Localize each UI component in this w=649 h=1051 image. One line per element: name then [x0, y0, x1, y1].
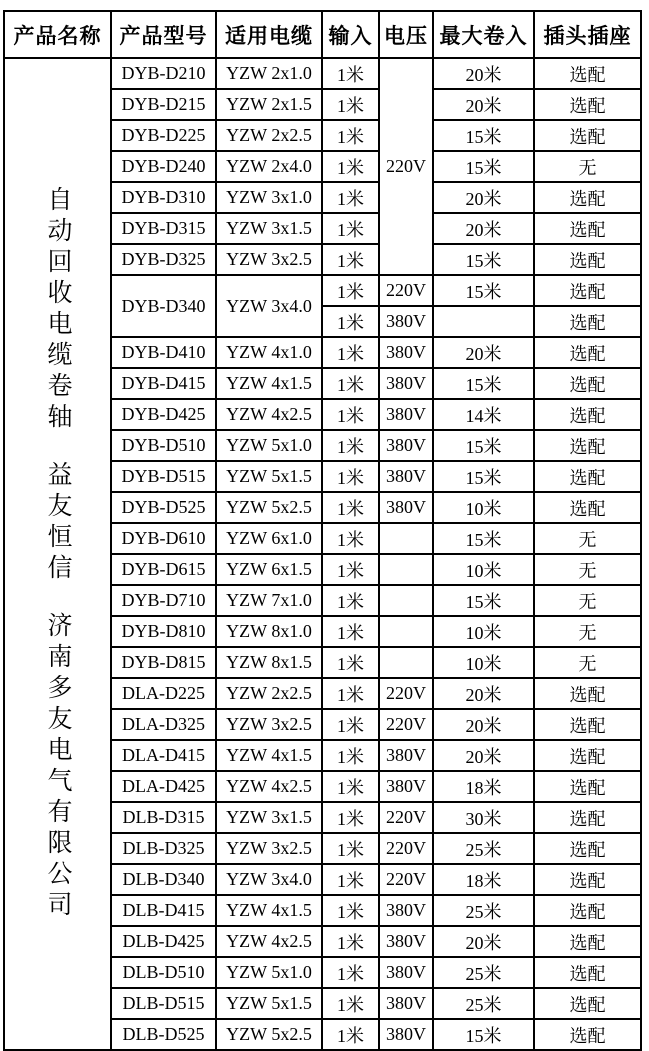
table-cell: 20米	[433, 926, 534, 957]
table-cell: 选配	[534, 89, 641, 120]
table-cell: DLB-D315	[111, 802, 216, 833]
product-name-text: 济南多友电气有限公司	[44, 612, 71, 922]
table-cell: 25米	[433, 988, 534, 1019]
table-cell: YZW 8x1.0	[216, 616, 322, 647]
col-header-voltage: 电压	[379, 11, 433, 58]
table-cell: 25米	[433, 957, 534, 988]
table-header	[4, 11, 641, 58]
table-cell: YZW 6x1.5	[216, 554, 322, 585]
table-cell: DLB-D340	[111, 864, 216, 895]
table-cell: 380V	[379, 740, 433, 771]
table-cell: YZW 3x1.0	[216, 182, 322, 213]
table-cell: 15米	[433, 523, 534, 554]
table-cell: 15米	[433, 430, 534, 461]
table-cell: 选配	[534, 895, 641, 926]
table-cell: 1米	[322, 275, 379, 306]
table-cell: DYB-D410	[111, 337, 216, 368]
table-cell: 选配	[534, 275, 641, 306]
table-cell: 选配	[534, 957, 641, 988]
table-cell: DYB-D815	[111, 647, 216, 678]
table-cell: 选配	[534, 58, 641, 89]
table-cell: 选配	[534, 802, 641, 833]
table-cell: YZW 6x1.0	[216, 523, 322, 554]
table-cell: 220V	[379, 833, 433, 864]
table-cell: 15米	[433, 120, 534, 151]
table-cell: 无	[534, 647, 641, 678]
table-cell: DYB-D215	[111, 89, 216, 120]
table-cell: 无	[534, 585, 641, 616]
product-spec-table	[3, 10, 642, 1051]
table-cell: 220V	[379, 802, 433, 833]
table-cell	[379, 523, 433, 554]
table-cell: 380V	[379, 1019, 433, 1050]
product-name-cell	[4, 58, 111, 1050]
table-cell: YZW 5x1.0	[216, 430, 322, 461]
table-cell	[379, 585, 433, 616]
table-cell: YZW 2x2.5	[216, 678, 322, 709]
table-cell: YZW 2x1.5	[216, 89, 322, 120]
table-cell: 1米	[322, 523, 379, 554]
table-cell: 15米	[433, 1019, 534, 1050]
table-cell: YZW 8x1.5	[216, 647, 322, 678]
table-cell: 1米	[322, 368, 379, 399]
table-cell: DYB-D425	[111, 399, 216, 430]
table-cell: 20米	[433, 58, 534, 89]
table-cell: 选配	[534, 182, 641, 213]
table-cell: DLB-D525	[111, 1019, 216, 1050]
table-cell: DYB-D315	[111, 213, 216, 244]
table-cell: YZW 5x1.5	[216, 461, 322, 492]
table-cell: 1米	[322, 461, 379, 492]
table-cell: 380V	[379, 926, 433, 957]
table-cell: 15米	[433, 461, 534, 492]
table-cell: 15米	[433, 368, 534, 399]
col-header-cable: 适用电缆	[216, 11, 322, 58]
table-cell: DYB-D340	[111, 275, 216, 337]
table-cell: DLB-D425	[111, 926, 216, 957]
table-cell: 选配	[534, 864, 641, 895]
table-cell: 无	[534, 554, 641, 585]
table-cell: 1米	[322, 213, 379, 244]
table-row	[4, 58, 641, 89]
table-cell: DYB-D325	[111, 244, 216, 275]
table-cell: DLA-D225	[111, 678, 216, 709]
table-cell: YZW 3x1.5	[216, 802, 322, 833]
table-cell: 选配	[534, 771, 641, 802]
table-cell: 选配	[534, 430, 641, 461]
table-cell: 1米	[322, 740, 379, 771]
table-cell	[379, 616, 433, 647]
table-cell: 选配	[534, 1019, 641, 1050]
col-header-model: 产品型号	[111, 11, 216, 58]
table-cell: 380V	[379, 988, 433, 1019]
table-cell: DLB-D515	[111, 988, 216, 1019]
table-cell: 14米	[433, 399, 534, 430]
table-cell: DYB-D415	[111, 368, 216, 399]
table-cell: 1米	[322, 1019, 379, 1050]
table-cell: 220V	[379, 864, 433, 895]
table-cell: 1米	[322, 864, 379, 895]
table-cell: 1米	[322, 89, 379, 120]
table-cell: YZW 4x2.5	[216, 926, 322, 957]
table-cell: 380V	[379, 461, 433, 492]
table-cell: 220V	[379, 275, 433, 306]
col-header-input: 输入	[322, 11, 379, 58]
product-name-text: 益友恒信	[44, 461, 71, 585]
table-cell: 15米	[433, 585, 534, 616]
table-cell: 20米	[433, 678, 534, 709]
table-cell: DLB-D510	[111, 957, 216, 988]
header-row	[4, 11, 641, 58]
table-cell: YZW 3x4.0	[216, 275, 322, 337]
table-cell: 1米	[322, 926, 379, 957]
table-cell: DYB-D810	[111, 616, 216, 647]
table-cell: 1米	[322, 833, 379, 864]
table-cell: 无	[534, 523, 641, 554]
table-cell: DLB-D415	[111, 895, 216, 926]
table-cell: 15米	[433, 275, 534, 306]
table-cell: 选配	[534, 337, 641, 368]
table-cell: 选配	[534, 926, 641, 957]
table-cell: 25米	[433, 833, 534, 864]
table-cell: 20米	[433, 337, 534, 368]
table-cell: YZW 5x2.5	[216, 492, 322, 523]
table-cell: 无	[534, 616, 641, 647]
table-cell	[379, 647, 433, 678]
table-cell: 10米	[433, 492, 534, 523]
table-cell: YZW 5x2.5	[216, 1019, 322, 1050]
table-cell: 380V	[379, 957, 433, 988]
col-header-max-winding: 最大卷入	[433, 11, 534, 58]
table-cell: 380V	[379, 399, 433, 430]
table-cell: DYB-D610	[111, 523, 216, 554]
vertical-text-block	[5, 186, 110, 922]
table-cell: 220V	[379, 58, 433, 275]
table-cell: 1米	[322, 709, 379, 740]
table-cell: YZW 2x4.0	[216, 151, 322, 182]
table-cell: 无	[534, 151, 641, 182]
table-cell: 选配	[534, 306, 641, 337]
table-cell: 1米	[322, 120, 379, 151]
table-cell: 选配	[534, 213, 641, 244]
table-cell: 1米	[322, 647, 379, 678]
table-body	[4, 58, 641, 1050]
table-cell: 1米	[322, 182, 379, 213]
table-cell: 380V	[379, 895, 433, 926]
table-cell: DYB-D615	[111, 554, 216, 585]
table-cell: 380V	[379, 368, 433, 399]
table-cell: 1米	[322, 554, 379, 585]
table-cell: YZW 4x2.5	[216, 771, 322, 802]
table-cell	[433, 306, 534, 337]
table-cell: DYB-D510	[111, 430, 216, 461]
table-cell: 15米	[433, 151, 534, 182]
table-cell: YZW 4x1.5	[216, 368, 322, 399]
table-cell: YZW 3x1.5	[216, 213, 322, 244]
table-cell: 380V	[379, 306, 433, 337]
table-cell: 20米	[433, 89, 534, 120]
table-cell: 380V	[379, 492, 433, 523]
table-cell: 1米	[322, 957, 379, 988]
table-cell: DYB-D225	[111, 120, 216, 151]
table-cell: 选配	[534, 461, 641, 492]
table-cell: YZW 5x1.5	[216, 988, 322, 1019]
col-header-plug-socket: 插头插座	[534, 11, 641, 58]
table-cell: 10米	[433, 616, 534, 647]
table-cell: 选配	[534, 120, 641, 151]
table-cell: YZW 2x2.5	[216, 120, 322, 151]
table-cell: DYB-D210	[111, 58, 216, 89]
table-cell: 220V	[379, 709, 433, 740]
table-cell: 1米	[322, 492, 379, 523]
table-cell: 10米	[433, 554, 534, 585]
table-cell: YZW 2x1.0	[216, 58, 322, 89]
table-cell: 1米	[322, 895, 379, 926]
table-cell: 选配	[534, 368, 641, 399]
table-cell: DYB-D525	[111, 492, 216, 523]
table-cell: YZW 4x1.0	[216, 337, 322, 368]
table-cell: 1米	[322, 585, 379, 616]
table-cell: DYB-D515	[111, 461, 216, 492]
table-cell: DLA-D415	[111, 740, 216, 771]
table-cell: 1米	[322, 678, 379, 709]
table-cell: DYB-D710	[111, 585, 216, 616]
table-cell: 380V	[379, 430, 433, 461]
table-cell: 10米	[433, 647, 534, 678]
table-cell: 20米	[433, 213, 534, 244]
table-cell: YZW 3x4.0	[216, 864, 322, 895]
table-cell: 380V	[379, 337, 433, 368]
table-cell: 1米	[322, 58, 379, 89]
table-cell: 选配	[534, 492, 641, 523]
table-cell: YZW 7x1.0	[216, 585, 322, 616]
table-cell: 18米	[433, 771, 534, 802]
table-cell: 选配	[534, 678, 641, 709]
table-cell: YZW 3x2.5	[216, 709, 322, 740]
table-cell: YZW 4x1.5	[216, 895, 322, 926]
table-cell: 1米	[322, 151, 379, 182]
product-name-text: 自动回收电缆卷轴	[44, 186, 71, 434]
table-cell: 选配	[534, 709, 641, 740]
col-header-product-name: 产品名称	[4, 11, 111, 58]
table-cell: 1米	[322, 988, 379, 1019]
table-cell: 选配	[534, 399, 641, 430]
table-cell: 25米	[433, 895, 534, 926]
table-cell: 20米	[433, 740, 534, 771]
table-cell: 20米	[433, 709, 534, 740]
table-cell: 220V	[379, 678, 433, 709]
table-cell: 15米	[433, 244, 534, 275]
table-cell: 选配	[534, 740, 641, 771]
table-cell: YZW 4x1.5	[216, 740, 322, 771]
table-cell: DLB-D325	[111, 833, 216, 864]
table-cell	[379, 554, 433, 585]
table-cell: YZW 3x2.5	[216, 244, 322, 275]
table-cell: 18米	[433, 864, 534, 895]
table-cell: 380V	[379, 771, 433, 802]
table-cell: YZW 5x1.0	[216, 957, 322, 988]
table-cell: 1米	[322, 430, 379, 461]
table-cell: 选配	[534, 988, 641, 1019]
table-cell: 1米	[322, 399, 379, 430]
table-cell: 30米	[433, 802, 534, 833]
table-cell: YZW 4x2.5	[216, 399, 322, 430]
table-cell: 1米	[322, 802, 379, 833]
table-cell: 1米	[322, 306, 379, 337]
table-cell: DYB-D310	[111, 182, 216, 213]
table-cell: 1米	[322, 337, 379, 368]
table-cell: DLA-D425	[111, 771, 216, 802]
table-cell: DYB-D240	[111, 151, 216, 182]
table-cell: 选配	[534, 244, 641, 275]
table-cell: 1米	[322, 771, 379, 802]
table-cell: 20米	[433, 182, 534, 213]
table-cell: 选配	[534, 833, 641, 864]
table-cell: YZW 3x2.5	[216, 833, 322, 864]
table-cell: 1米	[322, 244, 379, 275]
table-cell: 1米	[322, 616, 379, 647]
table-cell: DLA-D325	[111, 709, 216, 740]
